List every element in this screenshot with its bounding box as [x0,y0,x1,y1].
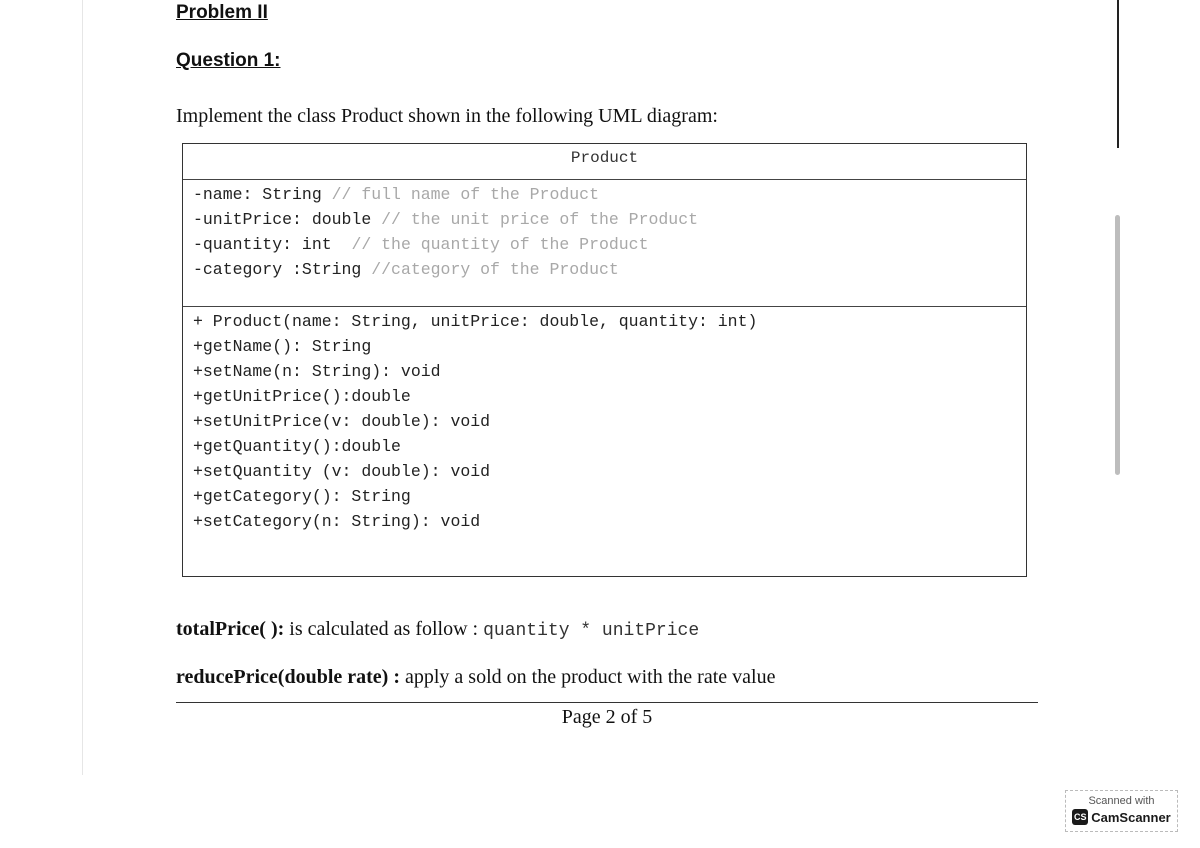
uml-attribute [193,207,1026,232]
page-right-edge [1117,0,1119,148]
watermark-brand-row [1066,809,1177,825]
attribute-code: -quantity: int [193,235,352,254]
uml-attributes [183,180,1026,307]
uml-operations [183,307,1026,534]
uml-operation: +setUnitPrice(v: double): void [193,412,491,431]
uml-operation: +setQuantity (v: double): void [193,462,491,481]
uml-class-diagram [182,143,1027,577]
camscanner-watermark [1065,790,1178,832]
watermark-brand: CamScanner [1091,809,1171,825]
uml-operation: +setName(n: String): void [193,362,441,381]
total-price-formula: quantity * unitPrice [483,621,700,641]
uml-operation: +getName(): String [193,337,372,356]
uml-attribute [193,257,1026,282]
attribute-code: -category :String [193,260,372,279]
uml-attribute [193,232,1026,257]
watermark-caption: Scanned with [1088,795,1155,807]
attribute-comment: //category of the Product [371,260,619,279]
total-price-text: is calculated as follow : [284,618,484,640]
attribute-comment: // the quantity of the Product [351,235,649,254]
attribute-code: -unitPrice: double [193,210,382,229]
uml-operation: +getUnitPrice():double [193,387,411,406]
footer-divider [176,702,1038,703]
question-heading: Question 1: [176,50,281,71]
uml-operation: + Product(name: String, unitPrice: double, quantity: int) [193,312,758,331]
attribute-code: -name: String [193,185,332,204]
reduce-price-label: reducePrice(double rate) : [176,666,400,688]
problem-heading: Problem II [176,2,268,23]
page-left-edge [82,0,83,775]
uml-attribute [193,182,1026,207]
uml-operation: +getCategory(): String [193,487,411,506]
vertical-scrollbar[interactable] [1115,215,1120,475]
attribute-comment: // the unit price of the Product [381,210,698,229]
uml-class-name: Product [183,144,1026,180]
camscanner-logo-icon: CS [1072,809,1088,825]
page-number: Page 2 of 5 [561,706,653,728]
attribute-comment: // full name of the Product [331,185,599,204]
reduce-price-description [176,666,775,689]
uml-operation: +setCategory(n: String): void [193,512,481,531]
uml-operation: +getQuantity():double [193,437,401,456]
total-price-label: totalPrice( ): [176,618,285,640]
intro-text: Implement the class Product shown in the following UML diagram: [176,105,718,127]
total-price-description [176,618,699,641]
reduce-price-text: apply a sold on the product with the rate value [400,666,776,688]
